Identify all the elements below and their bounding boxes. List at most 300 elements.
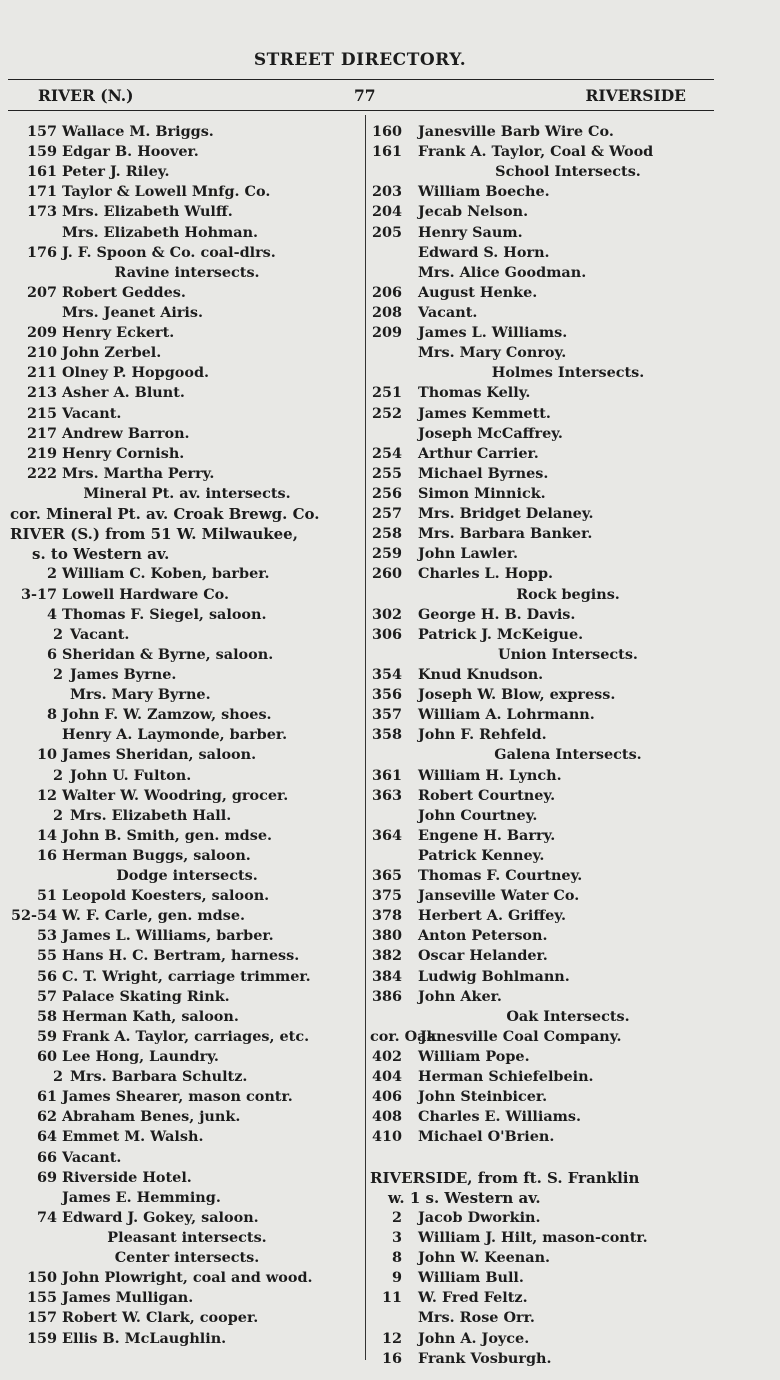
house-number: 254 (371, 444, 402, 462)
street-heading (370, 1168, 770, 1188)
entry-text: John Steinbicer. (418, 1088, 548, 1106)
directory-entry (370, 1228, 770, 1248)
header-bottom-rule (8, 110, 714, 111)
house-number: 171 (26, 183, 57, 201)
house-number: 302 (371, 605, 402, 623)
directory-entry (10, 886, 364, 906)
house-number: 8 (46, 706, 57, 724)
directory-entry (370, 806, 770, 826)
entry-text: Janesville Coal Company. (420, 1027, 622, 1045)
entry-text: Dodge intersects. (116, 867, 258, 885)
entry-text: William C. Koben, barber. (62, 565, 270, 583)
entry-text: Ellis B. McLaughlin. (62, 1329, 227, 1347)
house-number: 12 (381, 1329, 402, 1347)
directory-entry (370, 886, 770, 906)
house-number: 51 (36, 887, 57, 905)
house-number: 406 (371, 1088, 402, 1106)
directory-entry (370, 625, 770, 645)
house-number: 365 (371, 867, 402, 885)
directory-entry (370, 766, 770, 786)
entry-text: Arthur Carrier. (418, 444, 539, 462)
page-number: 77 (354, 86, 376, 105)
entry-text: Thomas F. Courtney. (418, 867, 583, 885)
entry-text: Oscar Helander. (418, 947, 548, 965)
entry-text: Robert Geddes. (62, 283, 186, 301)
house-number: 56 (36, 967, 57, 985)
entry-text: W. F. Carle, gen. mdse. (62, 907, 245, 925)
spacer (370, 1148, 770, 1168)
directory-entry (10, 685, 364, 705)
directory-entry (370, 303, 770, 323)
entry-text: James L. Williams, barber. (62, 927, 274, 945)
directory-entry (10, 1188, 364, 1208)
directory-entry (10, 464, 364, 484)
directory-entry (370, 967, 770, 987)
house-number: 60 (36, 1048, 57, 1066)
entry-text: Mrs. Elizabeth Hohman. (62, 223, 259, 241)
house-number: 2 (52, 665, 63, 683)
house-number: 9 (391, 1269, 402, 1287)
entry-text: Galena Intersects. (494, 746, 642, 764)
entry-text: Janesville Barb Wire Co. (418, 123, 614, 140)
directory-entry (10, 363, 364, 383)
directory-entry (370, 725, 770, 745)
entry-text: William Boeche. (418, 183, 550, 201)
directory-entry (370, 1308, 770, 1328)
entry-text: Anton Peterson. (418, 927, 548, 945)
directory-entry (370, 1208, 770, 1228)
house-number: 209 (371, 324, 402, 342)
directory-entry (370, 122, 770, 142)
entry-text: James Shearer, mason contr. (62, 1088, 293, 1106)
house-number: 57 (36, 987, 57, 1005)
entry-text: W. Fred Feltz. (418, 1289, 528, 1307)
directory-entry (10, 1308, 364, 1328)
intersection-note (10, 1248, 364, 1268)
entry-text: John Aker. (418, 987, 502, 1005)
entry-text: Asher A. Blunt. (62, 384, 185, 402)
entry-text: Mrs. Elizabeth Hall. (70, 806, 232, 824)
house-number: 155 (26, 1289, 57, 1307)
directory-entry (370, 223, 770, 243)
house-number: 16 (36, 846, 57, 864)
house-number: 8 (391, 1249, 402, 1267)
directory-entry (370, 464, 770, 484)
house-number: 259 (371, 545, 402, 563)
directory-entry (10, 404, 364, 424)
house-number: cor. Oak (370, 1027, 437, 1045)
entry-text: Emmet M. Walsh. (62, 1128, 204, 1146)
house-number: 10 (36, 746, 57, 764)
directory-entry (10, 625, 364, 645)
directory-entry (10, 725, 364, 745)
directory-entry (10, 926, 364, 946)
directory-entry (10, 1329, 364, 1349)
entry-text: George H. B. Davis. (418, 605, 576, 623)
directory-entry (10, 1288, 364, 1308)
directory-entry (370, 1107, 770, 1127)
intersection-note (370, 745, 770, 765)
entry-text: Edgar B. Hoover. (62, 143, 199, 161)
entry-text: John Lawler. (418, 545, 519, 563)
entry-text: Henry Cornish. (62, 444, 185, 462)
entry-text: Robert W. Clark, cooper. (62, 1309, 259, 1327)
left-column (10, 122, 364, 1349)
entry-text: Edward J. Gokey, saloon. (62, 1208, 259, 1226)
house-number: 358 (371, 726, 402, 744)
entry-text: Mrs. Barbara Banker. (418, 525, 593, 543)
right-column (370, 122, 770, 1369)
intersection-note (370, 645, 770, 665)
entry-text: Lee Hong, Laundry. (62, 1048, 219, 1066)
directory-entry (370, 524, 770, 544)
house-number: 6 (46, 645, 57, 663)
entry-text: William H. Lynch. (418, 766, 562, 784)
entry-text: Mineral Pt. av. intersects. (83, 484, 291, 502)
house-number: 64 (36, 1128, 57, 1146)
entry-text: Olney P. Hopgood. (62, 364, 210, 382)
entry-text: Vacant. (70, 625, 130, 643)
entry-text: Herman Kath, saloon. (62, 1007, 239, 1025)
entry-text: J. F. Spoon & Co. coal-dlrs. (62, 243, 276, 261)
entry-text: Mrs. Bridget Delaney. (418, 505, 594, 523)
house-number: 205 (371, 223, 402, 241)
entry-text: Riverside Hotel. (62, 1168, 192, 1186)
entry-text: Patrick Kenney. (418, 846, 545, 864)
directory-entry (10, 1107, 364, 1127)
directory-entry (370, 605, 770, 625)
entry-text: John B. Smith, gen. mdse. (62, 826, 272, 844)
house-number: 176 (26, 243, 57, 261)
house-number: 384 (371, 967, 402, 985)
entry-text: Oak Intersects. (506, 1007, 630, 1025)
entry-text: James Byrne. (70, 665, 177, 683)
house-number: 74 (36, 1208, 57, 1226)
house-number: 213 (26, 384, 57, 402)
house-number: 203 (371, 183, 402, 201)
column-divider (365, 115, 366, 1360)
directory-entry (10, 1027, 364, 1047)
entry-text: Pleasant intersects. (107, 1229, 267, 1247)
house-number: 251 (371, 384, 402, 402)
entry-text: Mrs. Mary Conroy. (418, 344, 567, 362)
entry-text: Mrs. Mary Byrne. (70, 686, 211, 704)
directory-entry (10, 383, 364, 403)
directory-entry (370, 1127, 770, 1147)
entry-text: Mrs. Elizabeth Wulff. (62, 203, 233, 221)
street-heading (10, 524, 364, 544)
entry-text: John W. Keenan. (418, 1249, 551, 1267)
directory-entry (370, 1047, 770, 1067)
house-number: 161 (26, 163, 57, 181)
page-header (8, 86, 714, 108)
house-number: 150 (26, 1269, 57, 1287)
directory-entry (10, 967, 364, 987)
entry-text: w. 1 s. Western av. (388, 1188, 541, 1207)
entry-text: Hans H. C. Bertram, harness. (62, 947, 300, 965)
intersection-note (10, 866, 364, 886)
entry-text: RIVERSIDE, from ft. S. Franklin (370, 1168, 640, 1187)
directory-entry (10, 705, 364, 725)
directory-entry (10, 806, 364, 826)
entry-text: RIVER (S.) from 51 W. Milwaukee, (10, 525, 298, 544)
entry-text: John A. Joyce. (418, 1329, 530, 1347)
entry-text: James E. Hemming. (62, 1188, 221, 1206)
house-number: 58 (36, 1007, 57, 1025)
directory-entry (370, 544, 770, 564)
directory-entry (10, 766, 364, 786)
entry-text: Herman Buggs, saloon. (62, 846, 251, 864)
entry-text: Taylor & Lowell Mnfg. Co. (62, 183, 271, 201)
house-number: 382 (371, 947, 402, 965)
house-number: 157 (26, 1309, 57, 1327)
house-number: 354 (371, 665, 402, 683)
entry-text: William Pope. (418, 1048, 530, 1066)
house-number: 3-17 (20, 585, 57, 603)
house-number: 206 (371, 283, 402, 301)
intersection-note (370, 162, 770, 182)
entry-text: Walter W. Woodring, grocer. (62, 786, 289, 804)
intersection-note (10, 484, 364, 504)
directory-entry (370, 685, 770, 705)
entry-text: William A. Lohrmann. (418, 706, 595, 724)
entry-text: Peter J. Riley. (62, 163, 170, 181)
house-number: 66 (36, 1148, 57, 1166)
directory-entry (10, 1047, 364, 1067)
entry-text: Sheridan & Byrne, saloon. (62, 645, 274, 663)
entry-text: Holmes Intersects. (491, 364, 645, 382)
house-number: 255 (371, 464, 402, 482)
directory-entry (10, 444, 364, 464)
entry-text: Frank A. Taylor, Coal & Wood (418, 143, 654, 161)
house-number: 53 (36, 927, 57, 945)
intersection-note (370, 1007, 770, 1027)
directory-entry (10, 564, 364, 584)
house-number: 2 (52, 806, 63, 824)
directory-entry (10, 585, 364, 605)
entry-text: s. to Western av. (32, 545, 170, 564)
entry-text: Engene H. Barry. (418, 826, 556, 844)
house-number: 62 (36, 1108, 57, 1126)
house-number: 61 (36, 1088, 57, 1106)
house-number: 161 (371, 143, 402, 161)
house-number: 217 (26, 424, 57, 442)
entry-text: Mrs. Jeanet Airis. (62, 303, 203, 321)
directory-entry (10, 323, 364, 343)
entry-text: Michael O'Brien. (418, 1128, 555, 1146)
house-number: 207 (26, 283, 57, 301)
directory-entry (370, 866, 770, 886)
entry-text: James Sheridan, saloon. (62, 746, 257, 764)
house-number: 14 (36, 826, 57, 844)
entry-text: Vacant. (62, 404, 122, 422)
entry-text: John Courtney. (418, 806, 538, 824)
directory-entry (370, 926, 770, 946)
intersection-note (10, 263, 364, 283)
house-number: 59 (36, 1027, 57, 1045)
directory-entry (370, 1067, 770, 1087)
entry-text: Ravine intersects. (114, 263, 260, 281)
entry-text: John U. Fulton. (70, 766, 192, 784)
directory-entry (370, 182, 770, 202)
entry-text: Joseph W. Blow, express. (418, 686, 616, 704)
directory-entry (370, 665, 770, 685)
directory-entry (370, 424, 770, 444)
directory-entry (10, 243, 364, 263)
entry-text: James Mulligan. (62, 1289, 194, 1307)
house-number: 55 (36, 947, 57, 965)
directory-entry (370, 846, 770, 866)
directory-entry (370, 383, 770, 403)
intersection-note (370, 585, 770, 605)
directory-entry (10, 283, 364, 303)
house-number: 204 (371, 203, 402, 221)
entry-text: Herbert A. Griffey. (418, 907, 567, 925)
directory-entry (370, 1288, 770, 1308)
directory-entry (10, 122, 364, 142)
entry-text: John F. W. Zamzow, shoes. (62, 706, 272, 724)
entry-text: Center intersects. (114, 1249, 260, 1267)
house-number: 375 (371, 887, 402, 905)
house-number: 410 (371, 1128, 402, 1146)
directory-entry (10, 1067, 364, 1087)
entry-text: Frank Vosburgh. (418, 1349, 552, 1367)
house-number: 361 (371, 766, 402, 784)
entry-text: James Kemmett. (418, 404, 551, 422)
entry-text: Knud Knudson. (418, 665, 544, 683)
directory-entry (370, 1248, 770, 1268)
entry-text: Palace Skating Rink. (62, 987, 230, 1005)
directory-entry (10, 645, 364, 665)
directory-entry (10, 946, 364, 966)
house-number: 4 (46, 605, 57, 623)
entry-text: John Zerbel. (62, 344, 162, 362)
entry-text: Wallace M. Briggs. (62, 123, 214, 140)
directory-entry (10, 665, 364, 685)
house-number: 3 (391, 1229, 402, 1247)
street-heading (10, 544, 364, 564)
house-number: 2 (391, 1208, 402, 1226)
directory-entry (370, 826, 770, 846)
directory-entry (370, 343, 770, 363)
entry-text: Mrs. Rose Orr. (418, 1309, 535, 1327)
directory-entry (370, 946, 770, 966)
directory-entry (10, 846, 364, 866)
house-number: 386 (371, 987, 402, 1005)
house-number: 364 (371, 826, 402, 844)
directory-entry (370, 323, 770, 343)
intersection-note (370, 363, 770, 383)
page-title: STREET DIRECTORY. (253, 50, 467, 70)
house-number: 208 (371, 303, 402, 321)
entry-text: Rock begins. (516, 585, 620, 603)
entry-text: Mrs. Barbara Schultz. (70, 1068, 248, 1086)
entry-text: Robert Courtney. (418, 786, 556, 804)
directory-entry (10, 202, 364, 222)
house-number: 2 (52, 766, 63, 784)
directory-entry (10, 1208, 364, 1228)
directory-entry (10, 1087, 364, 1107)
entry-text: John Plowright, coal and wood. (62, 1269, 313, 1287)
house-number: 209 (26, 324, 57, 342)
house-number: 2 (46, 565, 57, 583)
house-number: 12 (36, 786, 57, 804)
directory-entry (370, 906, 770, 926)
house-number: 219 (26, 444, 57, 462)
directory-entry (370, 1329, 770, 1349)
entry-text: Frank A. Taylor, carriages, etc. (62, 1027, 310, 1045)
house-number: 363 (371, 786, 402, 804)
directory-entry (370, 1087, 770, 1107)
directory-entry (10, 605, 364, 625)
entry-text: Joseph McCaffrey. (418, 424, 563, 442)
directory-entry (370, 243, 770, 263)
entry-text: James L. Williams. (418, 324, 568, 342)
entry-text: William Bull. (418, 1269, 524, 1287)
entry-text: Michael Byrnes. (418, 464, 549, 482)
directory-entry (10, 826, 364, 846)
directory-entry (10, 182, 364, 202)
directory-entry (370, 142, 770, 162)
street-heading (10, 504, 364, 524)
house-number: 211 (26, 364, 57, 382)
directory-entry (370, 1349, 770, 1369)
entry-text: Janseville Water Co. (418, 887, 580, 905)
entry-text: School Intersects. (495, 163, 641, 181)
entry-text: Thomas Kelly. (418, 384, 531, 402)
entry-text: Herman Schiefelbein. (418, 1068, 594, 1086)
house-number: 210 (26, 344, 57, 362)
directory-entry (370, 1268, 770, 1288)
directory-entry (370, 263, 770, 283)
house-number: 380 (371, 927, 402, 945)
house-number: 215 (26, 404, 57, 422)
directory-entry (10, 142, 364, 162)
entry-text: Simon Minnick. (418, 484, 546, 502)
directory-entry (370, 202, 770, 222)
directory-entry (370, 484, 770, 504)
entry-text: Jecab Nelson. (418, 203, 529, 221)
directory-entry (370, 564, 770, 584)
house-number: 252 (371, 404, 402, 422)
entry-text: Charles E. Williams. (418, 1108, 581, 1126)
directory-entry (370, 705, 770, 725)
directory-entry (370, 786, 770, 806)
directory-entry (370, 504, 770, 524)
directory-entry (10, 906, 364, 926)
directory-entry (370, 987, 770, 1007)
house-number: 160 (371, 123, 402, 140)
house-number: 256 (371, 484, 402, 502)
directory-entry (10, 1148, 364, 1168)
house-number: 257 (371, 505, 402, 523)
directory-entry (370, 444, 770, 464)
header-left-street: RIVER (N.) (38, 86, 134, 105)
header-right-street: RIVERSIDE (585, 86, 686, 105)
house-number: 357 (371, 706, 402, 724)
entry-text: cor. Mineral Pt. av. Croak Brewg. Co. (10, 505, 320, 524)
house-number: 11 (381, 1289, 402, 1307)
house-number: 173 (26, 203, 57, 221)
directory-entry (10, 786, 364, 806)
entry-text: Henry Eckert. (62, 324, 175, 342)
house-number: 404 (371, 1068, 402, 1086)
house-number: 306 (371, 625, 402, 643)
header-top-rule (8, 79, 714, 80)
house-number: 402 (371, 1048, 402, 1066)
entry-text: Union Intersects. (498, 645, 638, 663)
entry-text: Jacob Dworkin. (418, 1208, 541, 1226)
